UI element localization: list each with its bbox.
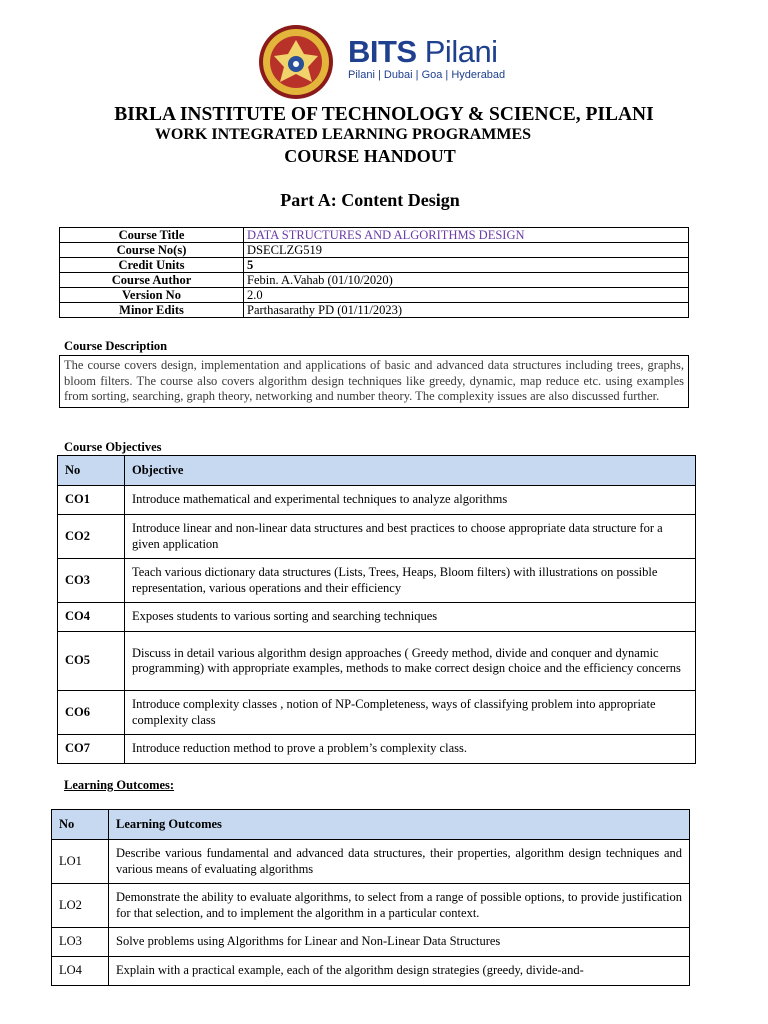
info-row: [60, 273, 689, 288]
info-value: DSECLZG519: [244, 243, 689, 258]
info-row: [60, 258, 689, 273]
row-text: Teach various dictionary data structures (Lists, Trees, Heaps, Bloom filters) with illustrations on possible representation, various operations and their efficiency: [125, 559, 696, 603]
info-value: Parthasarathy PD (01/11/2023): [244, 303, 689, 318]
table-header-row: [58, 456, 696, 486]
info-key: Course Author: [60, 273, 244, 288]
row-no: CO4: [58, 603, 125, 632]
row-no: CO3: [58, 559, 125, 603]
row-no: LO1: [52, 840, 109, 884]
table-row: [58, 691, 696, 735]
row-text: Introduce mathematical and experimental techniques to analyze algorithms: [125, 486, 696, 515]
course-description-box: The course covers design, implementation and applications of basic and advanced data structures including trees, graphs, bloom filters. The course also covers algorithm design techniques like greedy, dynamic, map reduce etc. using examples from sorting, searching, graph theory, networking and number theory. The complexity issues are also discussed further.: [59, 355, 689, 408]
brand-campuses: Pilani | Dubai | Goa | Hyderabad: [348, 69, 506, 81]
brand-name-light: Pilani: [424, 34, 498, 69]
course-info-table: [59, 227, 689, 318]
header-no: No: [52, 810, 109, 840]
info-value: DATA STRUCTURES AND ALGORITHMS DESIGN: [244, 228, 689, 243]
table-row: [58, 603, 696, 632]
header-no: No: [58, 456, 125, 486]
header-objective: Objective: [125, 456, 696, 486]
info-value: Febin. A.Vahab (01/10/2020): [244, 273, 689, 288]
info-key: Credit Units: [60, 258, 244, 273]
row-no: CO1: [58, 486, 125, 515]
info-row: [60, 303, 689, 318]
row-text: Solve problems using Algorithms for Linear and Non-Linear Data Structures: [109, 928, 690, 957]
table-row: [58, 515, 696, 559]
table-row: [52, 884, 690, 928]
info-key: Course Title: [60, 228, 244, 243]
document-title: COURSE HANDOUT: [284, 146, 456, 166]
row-text: Exposes students to various sorting and searching techniques: [125, 603, 696, 632]
row-text: Explain with a practical example, each of the algorithm design strategies (greedy, divide-and-: [109, 957, 690, 986]
row-text: Discuss in detail various algorithm design approaches ( Greedy method, divide and conquer and dynamic programming) with appropriate examples, methods to make correct design choice and the efficiency concerns: [125, 632, 696, 691]
learning-outcomes-label: Learning Outcomes:: [64, 778, 175, 792]
table-row: [58, 632, 696, 691]
objectives-table: [57, 455, 696, 764]
course-objectives-label: Course Objectives: [64, 440, 162, 454]
info-key: Minor Edits: [60, 303, 244, 318]
info-row: [60, 288, 689, 303]
row-text: Describe various fundamental and advanced data structures, their properties, algorithm design techniques and various means of evaluating algorithms: [109, 840, 690, 884]
brand-name-bold: BITS: [348, 34, 417, 69]
info-row: [60, 243, 689, 258]
info-key: Version No: [60, 288, 244, 303]
row-text: Demonstrate the ability to evaluate algorithms, to select from a range of possible options, to provide justification for that selection, and to implement the algorithm in a particular context.: [109, 884, 690, 928]
programme-title: WORK INTEGRATED LEARNING PROGRAMMES: [154, 126, 532, 143]
row-no: CO6: [58, 691, 125, 735]
row-no: CO5: [58, 632, 125, 691]
table-row: [58, 486, 696, 515]
row-text: Introduce linear and non-linear data structures and best practices to choose appropriate data structure for a given application: [125, 515, 696, 559]
table-row: [58, 559, 696, 603]
bits-seal-icon: [250, 24, 342, 100]
learning-outcomes-table: [51, 809, 690, 986]
table-header-row: [52, 810, 690, 840]
institute-title: BIRLA INSTITUTE OF TECHNOLOGY & SCIENCE, PILANI: [114, 104, 654, 125]
row-text: Introduce complexity classes , notion of NP-Completeness, ways of classifying problem into appropriate complexity class: [125, 691, 696, 735]
table-row: [52, 957, 690, 986]
part-title: Part A: Content Design: [280, 190, 460, 210]
course-description-label: Course Description: [64, 339, 168, 353]
row-text: Introduce reduction method to prove a problem’s complexity class.: [125, 735, 696, 764]
header-learning-outcomes: Learning Outcomes: [109, 810, 690, 840]
row-no: CO7: [58, 735, 125, 764]
info-value: 2.0: [244, 288, 689, 303]
table-row: [52, 928, 690, 957]
table-row: [58, 735, 696, 764]
bits-logo: [250, 24, 530, 100]
info-key: Course No(s): [60, 243, 244, 258]
table-row: [52, 840, 690, 884]
row-no: CO2: [58, 515, 125, 559]
row-no: LO2: [52, 884, 109, 928]
info-value: 5: [244, 258, 689, 273]
row-no: LO3: [52, 928, 109, 957]
row-no: LO4: [52, 957, 109, 986]
info-row: [60, 228, 689, 243]
